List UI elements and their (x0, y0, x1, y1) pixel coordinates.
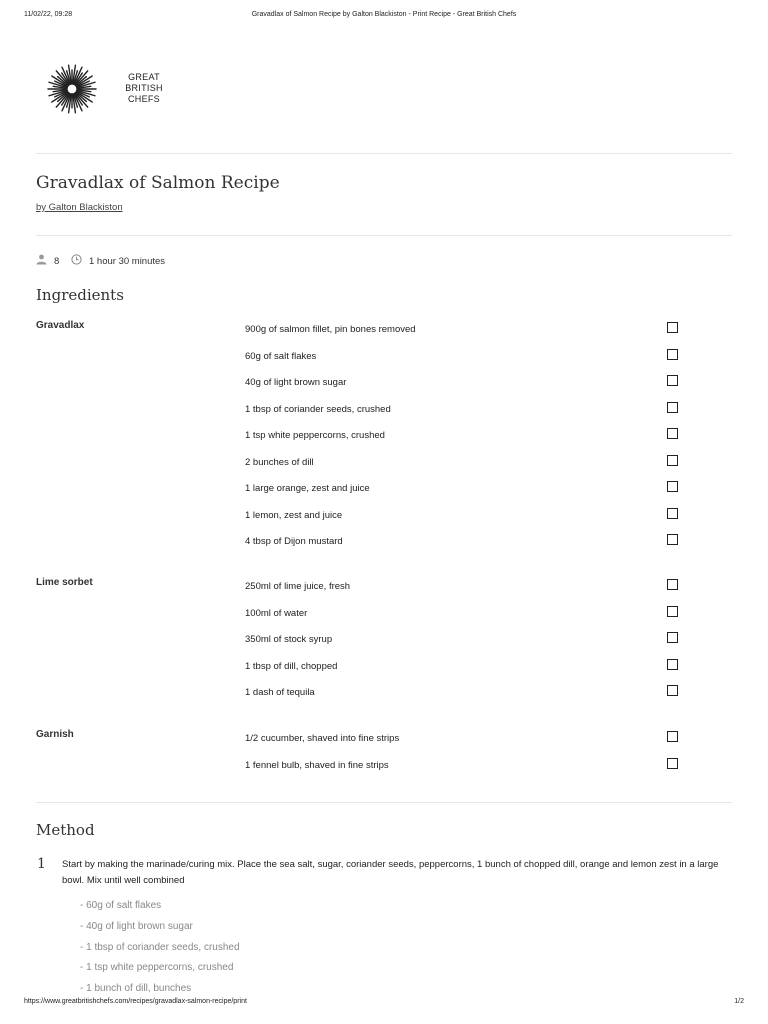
ingredient-checkbox[interactable] (667, 606, 678, 617)
ingredient-row (245, 731, 685, 749)
ingredient-row (245, 322, 685, 340)
print-datetime: 11/02/22, 09:28 (24, 11, 73, 18)
step-ingredient (80, 900, 161, 911)
ingredient-checkbox[interactable] (667, 534, 678, 545)
step-ingredient-text: 40g of light brown sugar (86, 920, 193, 932)
logo-wordmark (114, 72, 174, 105)
ingredient-row (245, 508, 685, 526)
ingredient-text: 60g of salt flakes (245, 350, 317, 362)
ingredient-text: 1/2 cucumber, shaved into fine strips (245, 733, 400, 744)
ingredient-text: 100ml of water (245, 607, 308, 619)
step-number: 1 (37, 856, 46, 872)
ingredient-text: 4 tbsp of Dijon mustard (245, 536, 343, 547)
ingredient-checkbox[interactable] (667, 481, 678, 492)
ingredient-checkbox[interactable] (667, 731, 678, 742)
method-heading: Method (36, 821, 95, 839)
step-ingredient (80, 921, 193, 932)
ingredient-text: 1 fennel bulb, shaved in fine strips (245, 759, 389, 771)
ingredient-row (245, 481, 685, 499)
list-dash: - (80, 962, 87, 974)
ingredient-checkbox[interactable] (667, 508, 678, 519)
print-page-number: 1/2 (734, 998, 744, 1005)
ingredient-row (245, 349, 685, 367)
step-ingredient (80, 962, 233, 973)
ingredient-group-label: Garnish (36, 729, 74, 740)
ingredient-row (245, 534, 685, 552)
ingredient-checkbox[interactable] (667, 428, 678, 439)
ingredient-text: 2 bunches of dill (245, 456, 314, 468)
ingredient-row (245, 455, 685, 473)
divider (36, 802, 732, 803)
ingredient-checkbox[interactable] (667, 685, 678, 696)
ingredient-row (245, 632, 685, 650)
ingredient-checkbox[interactable] (667, 758, 678, 769)
ingredient-checkbox[interactable] (667, 402, 678, 413)
step-ingredient-text: 1 tbsp of coriander seeds, crushed (86, 941, 240, 953)
step-ingredient (80, 983, 191, 994)
ingredient-row (245, 606, 685, 624)
ingredient-checkbox[interactable] (667, 375, 678, 386)
ingredient-row (245, 659, 685, 677)
logo-line: BRITISH (125, 83, 163, 93)
step-ingredient-text: 1 bunch of dill, bunches (86, 983, 192, 995)
ingredient-checkbox[interactable] (667, 579, 678, 590)
print-footer (24, 998, 744, 1010)
print-url: https://www.greatbritishchefs.com/recipes/gravadlax-salmon-recipe/print (24, 998, 247, 1005)
ingredient-text: 1 tbsp of dill, chopped (245, 660, 338, 672)
print-page-title: Gravadlax of Salmon Recipe by Galton Blackiston - Print Recipe - Great British Chefs (251, 11, 517, 18)
step-text: Start by making the marinade/curing mix. Place the sea salt, sugar, coriander seeds, peppercorns, 1 bunch of chopped dill, orange and lemon zest in a large bowl. Mix until well combined (62, 859, 719, 886)
ingredient-group-label: Lime sorbet (36, 577, 93, 588)
site-logo[interactable] (44, 62, 164, 118)
list-dash: - (80, 941, 87, 953)
person-icon (36, 254, 47, 268)
ingredient-text: 350ml of stock syrup (245, 634, 333, 645)
ingredient-text: 40g of light brown sugar (245, 377, 347, 388)
clock-icon (71, 254, 82, 268)
step-ingredient (80, 942, 240, 953)
ingredients-heading: Ingredients (36, 286, 124, 304)
ingredient-row (245, 375, 685, 393)
list-dash: - (80, 983, 87, 995)
ingredient-row (245, 579, 685, 597)
ingredient-checkbox[interactable] (667, 455, 678, 466)
logo-line: CHEFS (127, 94, 160, 104)
recipe-title: Gravadlax of Salmon Recipe (36, 173, 280, 193)
ingredient-text: 250ml of lime juice, fresh (245, 581, 351, 592)
ingredient-row (245, 685, 685, 703)
logo-line: GREAT (128, 72, 160, 82)
servings-count: 8 (54, 256, 60, 267)
burst-logo-icon (44, 62, 106, 118)
step-ingredient-text: 1 tsp white peppercorns, crushed (86, 962, 234, 974)
ingredient-checkbox[interactable] (667, 632, 678, 643)
ingredient-group-label: Gravadlax (36, 320, 85, 331)
ingredient-text: 1 large orange, zest and juice (245, 483, 370, 494)
ingredient-text: 1 tbsp of coriander seeds, crushed (245, 403, 391, 415)
ingredient-row (245, 402, 685, 420)
ingredient-checkbox[interactable] (667, 322, 678, 333)
ingredient-text: 1 lemon, zest and juice (245, 509, 343, 521)
list-dash: - (80, 920, 87, 932)
divider (36, 235, 732, 236)
step-ingredient-text: 60g of salt flakes (86, 900, 162, 911)
cook-time: 1 hour 30 minutes (89, 256, 166, 267)
ingredient-row (245, 428, 685, 446)
ingredient-text: 1 dash of tequila (245, 687, 315, 698)
ingredient-checkbox[interactable] (667, 349, 678, 360)
list-dash: - (80, 900, 87, 911)
ingredient-text: 900g of salmon fillet, pin bones removed (245, 324, 416, 335)
ingredient-text: 1 tsp white peppercorns, crushed (245, 430, 385, 441)
ingredient-row (245, 758, 685, 776)
divider (36, 153, 732, 154)
author-link[interactable]: by Galton Blackiston (36, 202, 123, 213)
ingredient-checkbox[interactable] (667, 659, 678, 670)
print-header (24, 11, 744, 23)
